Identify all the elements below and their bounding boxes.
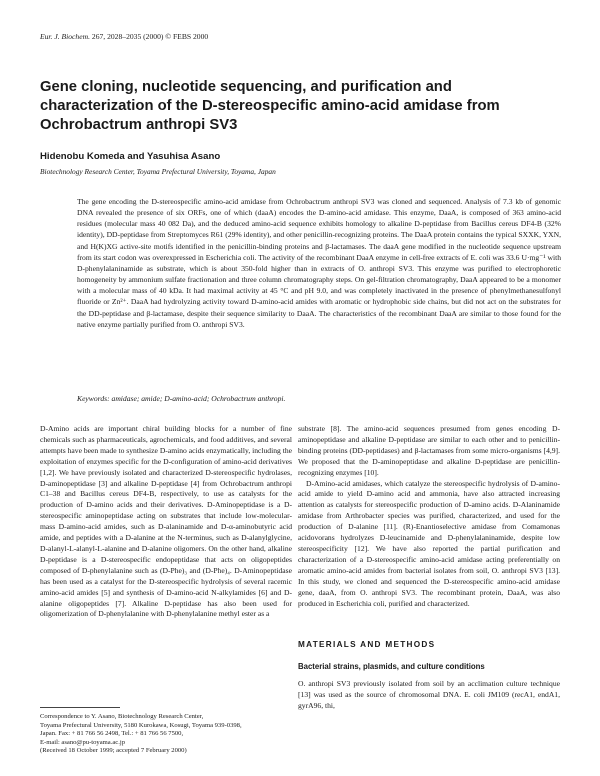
- footnote-divider: [40, 707, 120, 708]
- footnote-received: (Received 18 October 1999; accepted 7 February 2000): [40, 747, 187, 755]
- abstract: [77, 196, 561, 330]
- left-column: [40, 424, 292, 620]
- footnote-line: Japan. Fax: + 81 766 56 2498, Tel.: + 81 766 56 7500,: [40, 730, 184, 738]
- title-line-2: characterization of the D-stereospecific amino-acid amidase from: [40, 98, 500, 114]
- title-line-1: Gene cloning, nucleotide sequencing, and purification and: [40, 79, 452, 95]
- authors: Hidenobu Komeda and Yasuhisa Asano: [40, 151, 221, 162]
- intro-paragraph-2: D-Amino-acid amidases, which catalyze the stereospecific hydrolysis of D-amino-acid amide to yield D-amino acid and ammonia, have also attracted increasing attention as catalysts for stereospecific production of D-amino acids. D-Alaninamide amidase from Arthrobacter species was purified, characterized, and used for the production of D-alanine [11]. (R)-Enantioselective amidase from Comamonas acidovorans hydrolyzes D-leucinamide and D-phenylalaninamide, despite low stereospecificity [12]. We have also reported the partial purification and characterization of a D-stereospecific amino-acid amidase acting preferentially on aromatic amino-acid amides from bacterial isolates from soil, O. anthropi SV3 [13]. In this study, we cloned and sequenced the D-stereospecific amino-acid amidase gene, daaA, from O. anthropi SV3. The recombinant protein, DaaA, was also produced in Escherichia coli, purified and characterized.: [298, 478, 560, 608]
- footnote-email: E-mail: asano@pu-toyama.ac.jp: [40, 738, 125, 746]
- title-line-3: Ochrobactrum anthropi SV3: [40, 117, 238, 133]
- journal-citation: 267, 2028–2035 (2000) © FEBS 2000: [91, 32, 209, 41]
- intro-paragraph-continued: substrate [8]. The amino-acid sequences presumed from genes encoding D-aminopeptidase and alkaline D-peptidase are similar to each other and to penicillin-binding proteins (DD-peptidases) and β-lactamases from some micro-organisms [4,9]. We proposed that the D-aminopeptidase and alkaline D-peptidase are penicillin-recognizing enzymes [10].: [298, 424, 560, 477]
- journal-name: Eur. J. Biochem.: [40, 32, 90, 41]
- footnote-line: Toyama Prefectural University, 5180 Kurokawa, Kosugi, Toyama 939-0398,: [40, 721, 242, 729]
- methods-text: [298, 678, 560, 711]
- section-heading: MATERIALS AND METHODS: [298, 640, 436, 649]
- footnote-line: Correspondence to Y. Asano, Biotechnology Research Center,: [40, 713, 204, 720]
- keywords: Keywords: amidase; amide; D-amino-acid; Ochrobactrum anthropi.: [77, 394, 286, 403]
- methods-paragraph: O. anthropi SV3 previously isolated from soil by an acclimation culture technique [13] was used as the source of chromosomal DNA. E. coli JM109 (recA1, endA1, gyrA96, thi,: [298, 679, 560, 710]
- article-title: [40, 78, 560, 135]
- right-column: [298, 424, 560, 609]
- subsection-heading: Bacterial strains, plasmids, and culture conditions: [298, 662, 485, 671]
- affiliation: Biotechnology Research Center, Toyama Prefectural University, Toyama, Japan: [40, 167, 276, 176]
- abstract-text: The gene encoding the D-stereospecific amino-acid amidase from Ochrobactrum anthropi SV3 was cloned and sequenced. Analysis of 7.3 kb of genomic DNA revealed the presence of six ORFs, one of which (daaA) encodes the D-amino-acid amidase. This enzyme, DaaA, is composed of 363 amino-acid residues (molecular mass 40 082 Da), and the deduced amino-acid sequence exhibits homology to alkaline D-peptidase from Bacillus cereus DF4-B (32% identity), DD-peptidase from Streptomyces R61 (29% identity), and other penicillin-recognizing proteins. The DaaA protein contains the typical SXXK, YXN, and H(K)XG active-site motifs identified in the penicillin-binding proteins and β-lactamases. The daaA gene modified in the nucleotide sequence upstream from its start codon was overexpressed in Escherichia coli. The activity of the recombinant DaaA enzyme in cell-free extracts of E. coli was 33.6 U·mg⁻¹ with D-phenylalaninamide as substrate, which is about 350-fold higher than in extracts of O. anthropi SV3. This enzyme was purified to electrophoretic homogeneity by ammonium sulfate fractionation and three column chromatography steps. On gel-filtration chromatography, DaaA appeared to be a monomer with a molecular mass of 40 kDa. It had maximal activity at 45 °C and pH 9.0, and was completely inactivated in the presence of phenylmethanesulfonyl fluoride or Zn²⁺. DaaA had hydrolyzing activity toward D-amino-acid amides with aromatic or hydrophobic side chains, but did not act on the substrates for the DD-peptidase and β-lactamase, despite their sequence similarity to DaaA. The characteristics of the recombinant DaaA are similar to those found for the native enzyme partially purified from O. anthropi SV3.: [77, 197, 561, 329]
- correspondence-footnote: [40, 713, 292, 756]
- journal-header: [40, 32, 208, 41]
- intro-paragraph-1: D-Amino acids are important chiral building blocks for a number of fine chemicals such as pharmaceuticals, agrochemicals, and food additives, and several attempts have been made to synthesize D-amino acids enzymatically, including the exploitation of enzymes specific for the D-configuration of amino-acid derivatives [1,2]. We have previously isolated and characterized D-stereospecific hydrolases, D-aminopeptidase [3] and alkaline D-peptidase [4] from Ochrobactrum anthropi C1–38 and Bacillus cereus DF4-B, respectively, to use as catalysts for the production of D-amino acids and their derivatives. D-Aminopeptidase is a D-stereospecific aminopeptidase acting on substrates that include low-molecular-mass D-amino-acid amides, such as D-alaninamide and D-α-aminobutyric acid amide, and peptides with a D-alanine at the N-terminus, such as D-alanylglycine, D-alanyl-L-alanyl-L-alanine and D-alanine oligomers. On the other hand, alkaline D-peptidase is a D-stereospecific endopeptidase that acts on oligopeptides composed of D-phenylalanine such as (D-Phe)₃ and (D-Phe)₄. D-Aminopeptidase has been used as a catalyst for the D-stereospecific hydrolysis of several racemic amino-acid amides [5] and synthesis of D-amino-acid N-alkylamides [6] and D-alanine oligopeptides [7]. Alkaline D-peptidase has also been used for oligomerization of D-phenylalanine with D-phenylalanine methyl ester as a: [40, 424, 292, 619]
